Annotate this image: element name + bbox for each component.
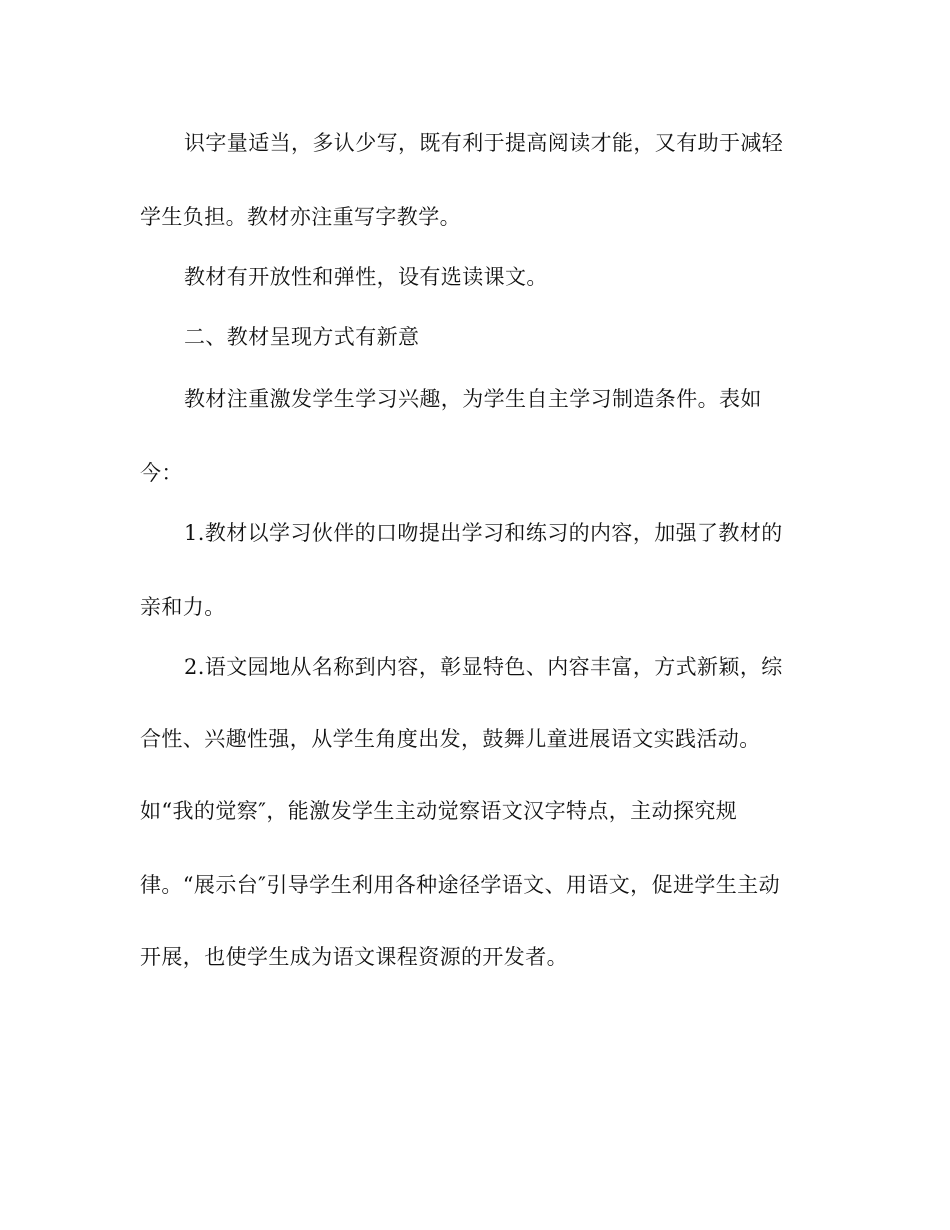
list-item-line: 开展，也使学生成为语文课程资源的开发者。	[140, 945, 568, 969]
paragraph-line: 学生负担。教材亦注重写字教学。	[140, 205, 461, 229]
section-heading: 二、教材呈现方式有新意	[184, 325, 420, 349]
list-item-line: 如“我的觉察″，能激发学生主动觉察语文汉字特点，主动探究规	[140, 799, 738, 823]
list-item-line: 合性、兴趣性强，从学生角度出发，鼓舞儿童进展语文实践活动。	[140, 727, 761, 751]
paragraph-line: 教材注重激发学生学习兴趣，为学生自主学习制造条件。表如	[184, 387, 762, 411]
list-item-line: 律。“展示台″引导学生利用各种途径学语文、用语文，促进学生主动	[140, 873, 780, 897]
paragraph-line: 教材有开放性和弹性，设有选读课文。	[184, 265, 548, 289]
list-item-line: 亲和力。	[140, 595, 226, 619]
list-item-line: 1.教材以学习伙伴的口吻提出学习和练习的内容，加强了教材的	[184, 521, 783, 545]
paragraph-line: 识字量适当，多认少写，既有利于提高阅读才能，又有助于减轻	[184, 131, 784, 155]
paragraph-line: 今：	[140, 461, 183, 485]
list-item-line: 2.语文园地从名称到内容，彰显特色、内容丰富，方式新颖，综	[184, 655, 783, 679]
